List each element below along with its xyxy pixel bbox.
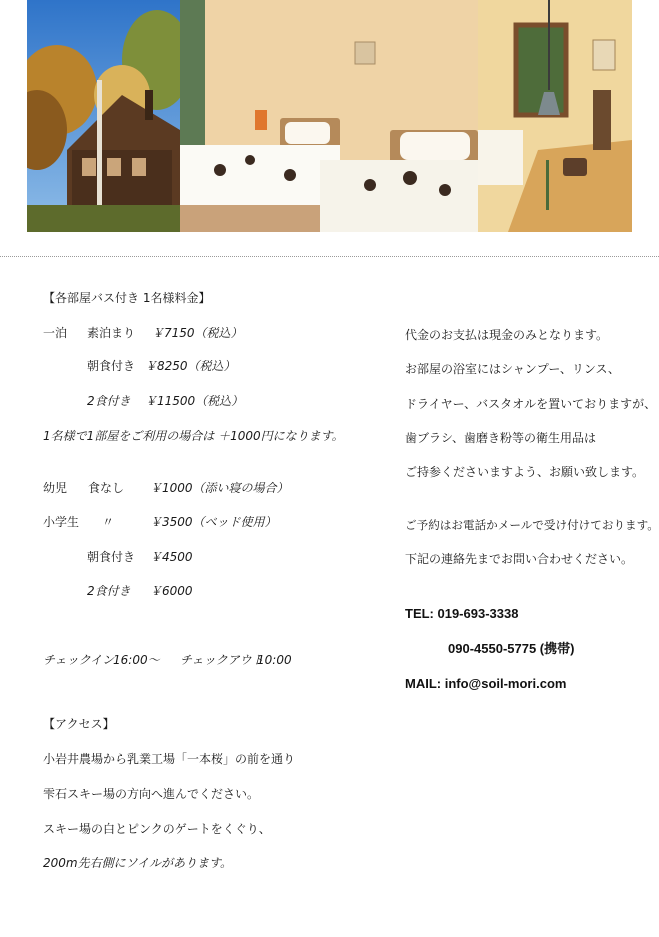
pricing-heading: 【各部屋バス付き 1名様料金】: [43, 291, 211, 305]
checkin-label: チェックイン: [43, 653, 115, 667]
breakfast-label: 朝食付き: [87, 359, 136, 373]
child-breakfast-price: ￥4500: [150, 550, 193, 564]
dining-photo: [478, 0, 632, 232]
reservation-line-1: ご予約はお電話かメールで受け付けております。: [405, 518, 659, 532]
checkout-time: 10:00: [257, 653, 292, 667]
exterior-photo: [27, 0, 180, 232]
access-line-2: 雫石スキー場の方向へ進んでください。: [43, 787, 260, 801]
note-line-1: 代金のお支払は現金のみとなります。: [405, 328, 609, 342]
two-meals-price: ￥11500（税込）: [145, 394, 244, 408]
two-meals-label: 2食付き: [87, 394, 131, 408]
infant-label: 幼児: [43, 481, 68, 495]
infant-price: ￥1000（添い寝の場合）: [150, 481, 289, 495]
note-line-4: 歯ブラシ、歯磨き粉等の衛生用品は: [405, 431, 597, 445]
room-only-label: 素泊まり: [87, 326, 136, 340]
note-line-2: お部屋の浴室にはシャンプー、リンス、: [405, 362, 620, 376]
mobile-number[interactable]: 090-4550-5775 (携帯): [448, 641, 575, 656]
child-ditto: 〃: [102, 515, 115, 529]
child-breakfast-label: 朝食付き: [87, 550, 136, 564]
child-label: 小学生: [43, 515, 80, 529]
checkin-time: 16:00～: [113, 653, 160, 667]
infant-meal: 食なし: [88, 481, 125, 495]
section-divider: [0, 256, 659, 257]
reservation-line-2: 下記の連絡先までお問い合わせください。: [405, 552, 634, 566]
tel-number[interactable]: TEL: 019-693-3338: [405, 606, 519, 621]
note-line-5: ご持参くださいますよう、お願い致します。: [405, 465, 645, 479]
access-line-4: 200m先右側にソイルがあります。: [43, 856, 233, 870]
one-night-label: 一泊: [43, 326, 68, 340]
note-line-3: ドライヤー、バスタオルを置いておりますが、: [405, 397, 657, 411]
access-heading: 【アクセス】: [43, 717, 115, 731]
single-occupancy-note: 1名様で1部屋をご利用の場合は ＋1000円になります。: [43, 429, 344, 443]
child-two-meals-price: ￥6000: [150, 584, 193, 598]
checkout-label: チェックアウト: [180, 653, 264, 667]
email-address[interactable]: MAIL: info@soil-mori.com: [405, 676, 567, 691]
child-two-meals-label: 2食付き: [87, 584, 131, 598]
bedroom-photo: [180, 0, 478, 232]
child-price: ￥3500（ベッド使用）: [150, 515, 277, 529]
access-line-1: 小岩井農場から乳業工場「一本桜」の前を通り: [43, 752, 296, 766]
breakfast-price: ￥8250（税込）: [145, 359, 236, 373]
photo-strip: [27, 0, 632, 232]
access-line-3: スキー場の白とピンクのゲートをくぐり、: [43, 822, 271, 836]
room-only-price: ￥7150（税込）: [152, 326, 243, 340]
